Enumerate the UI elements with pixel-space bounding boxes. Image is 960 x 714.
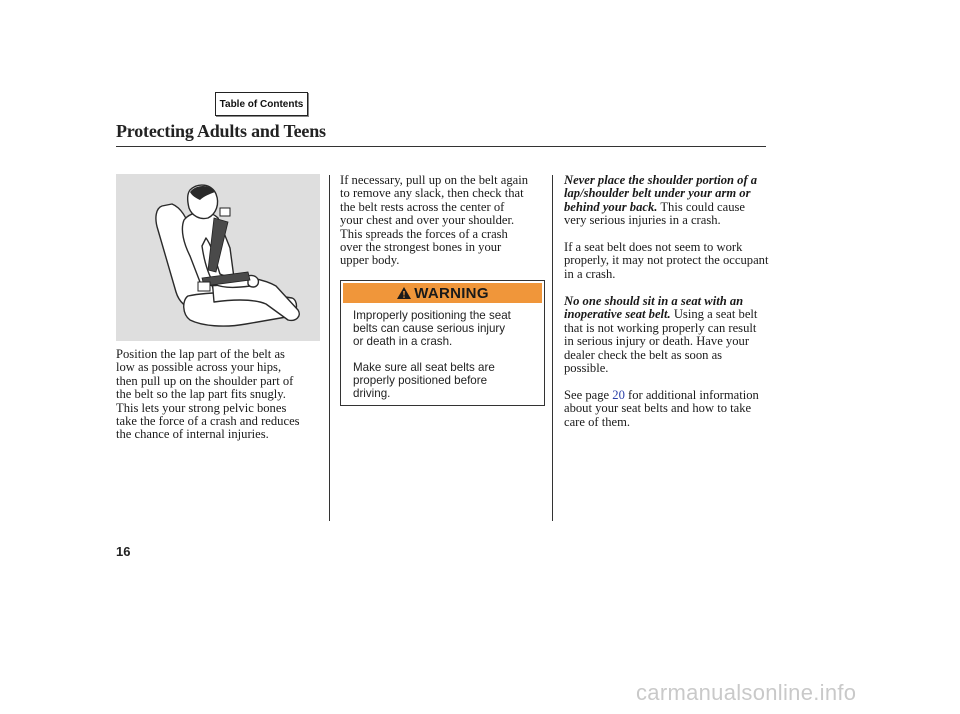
see-page-suffix: for additional information about your seat belts and how to take care of them.: [564, 388, 759, 429]
warning-text-2: Make sure all seat belts are properly positioned before driving.: [353, 361, 495, 400]
see-page-prefix: See page: [564, 388, 613, 402]
seatbelt-illustration: [116, 174, 320, 341]
warning-triangle-icon: [396, 286, 412, 300]
table-of-contents-button[interactable]: Table of Contents: [215, 92, 308, 116]
column-divider-2: [552, 175, 553, 521]
warning-text-1: Improperly positioning the seat belts can cause serious injury or death in a crash.: [353, 309, 511, 348]
warning-label: WARNING: [414, 284, 489, 302]
shoulder-portion-text: This could cause very serious injuries in a crash.: [564, 199, 745, 228]
watermark: carmanualsonline.info: [636, 680, 857, 705]
shoulder-portion-paragraph: [564, 174, 769, 228]
warning-box: [340, 280, 545, 406]
seated-person-icon: [116, 174, 320, 341]
shoulder-portion-heading: Never place the shoulder portion of a lap/shoulder belt under your arm or behind your back.: [564, 173, 758, 214]
inoperative-belt-heading: No one should sit in a seat with an inoperative seat belt.: [564, 294, 744, 322]
title-divider: [116, 146, 766, 147]
lap-belt-paragraph: Position the lap part of the belt as low as possible across your hips, then pull up on the shoulder part of the belt so the lap part fits snugly. This lets your strong pelvic bones take the force of a crash and reduces the chance of internal injuries.: [116, 347, 300, 442]
page-number: 16: [116, 544, 131, 559]
column-divider-1: [329, 175, 330, 521]
inoperative-belt-text: Using a seat belt that is not working properly can result in serious injury or death. Have your dealer check the belt as soon as possible.: [564, 307, 758, 376]
see-page-paragraph: [564, 389, 769, 429]
warning-header: [343, 283, 542, 303]
inoperative-belt-paragraph: [564, 295, 769, 375]
page-20-link[interactable]: 20: [612, 388, 625, 402]
belt-not-working-paragraph: If a seat belt does not seem to work properly, it may not protect the occupant in a crash.: [564, 240, 769, 281]
shoulder-belt-paragraph: If necessary, pull up on the belt again to remove any slack, then check that the belt rests across the center of your chest and over your shoulder. This spreads the forces of a crash over the strongest bones in your upper body.: [340, 173, 529, 268]
page-title: Protecting Adults and Teens: [116, 121, 326, 141]
